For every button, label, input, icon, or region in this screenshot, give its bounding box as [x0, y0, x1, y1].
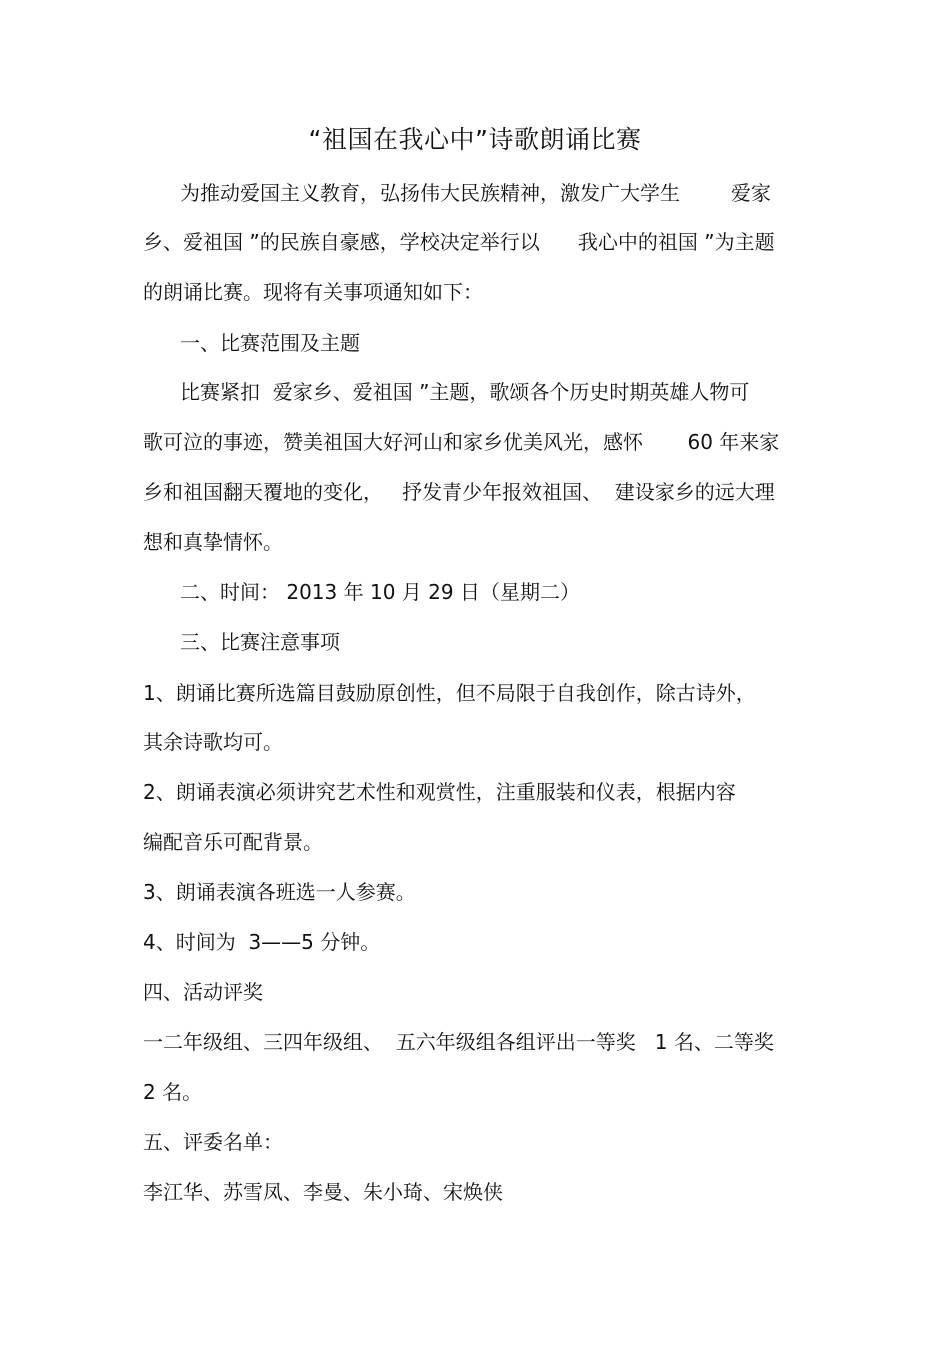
section2-heading: 二、时间： 2013 年 10 月 29 日（星期二） — [180, 580, 580, 604]
section5-heading: 五、评委名单： — [143, 1130, 283, 1154]
section3-item-2-line-2: 编配音乐可配背景。 — [143, 830, 323, 854]
section3-item-2-line-1: 2、朗诵表演必须讲究艺术性和观赏性，注重服装和仪表，根据内容 — [143, 780, 736, 804]
section3-item-3: 3、朗诵表演各班选一人参赛。 — [143, 880, 416, 904]
section3-item-1-line-1: 1、朗诵比赛所选篇目鼓励原创性，但不局限于自我创作，除古诗外， — [143, 681, 756, 705]
intro-line-2: 乡、爱祖国 ”的民族自豪感，学校决定举行以 我心中的祖国 ”为主题 — [143, 230, 775, 254]
section1-line-3: 乡和祖国翻天覆地的变化， 抒发青少年报效祖国、 建设家乡的远大理 — [143, 480, 775, 504]
section3-item-4: 4、时间为 3——5 分钟。 — [143, 930, 381, 954]
judges-list: 李江华、苏雪凤、李曼、朱小琦、宋焕侠 — [143, 1180, 503, 1204]
section4-line-2: 2 名。 — [143, 1080, 203, 1104]
section1-heading: 一、比赛范围及主题 — [180, 331, 360, 355]
section1-line-2: 歌可泣的事迹，赞美祖国大好河山和家乡优美风光，感怀 60 年来家 — [143, 430, 780, 454]
section1-line-4: 想和真挚情怀。 — [143, 530, 283, 554]
intro-line-3: 的朗诵比赛。现将有关事项通知如下： — [143, 280, 483, 304]
section1-line-1: 比赛紧扣 爱家乡、爱祖国 ”主题，歌颂各个历史时期英雄人物可 — [180, 380, 750, 404]
document-title: “祖国在我心中”诗歌朗诵比赛 — [308, 125, 642, 154]
section3-item-1-line-2: 其余诗歌均可。 — [143, 730, 283, 754]
section3-heading: 三、比赛注意事项 — [180, 630, 340, 654]
intro-line-1: 为推动爱国主义教育，弘扬伟大民族精神，激发广大学生 爱家 — [180, 181, 771, 205]
section4-line-1: 一二年级组、三四年级组、 五六年级组各组评出一等奖 1 名、二等奖 — [143, 1030, 774, 1054]
section4-heading: 四、活动评奖 — [143, 980, 263, 1004]
